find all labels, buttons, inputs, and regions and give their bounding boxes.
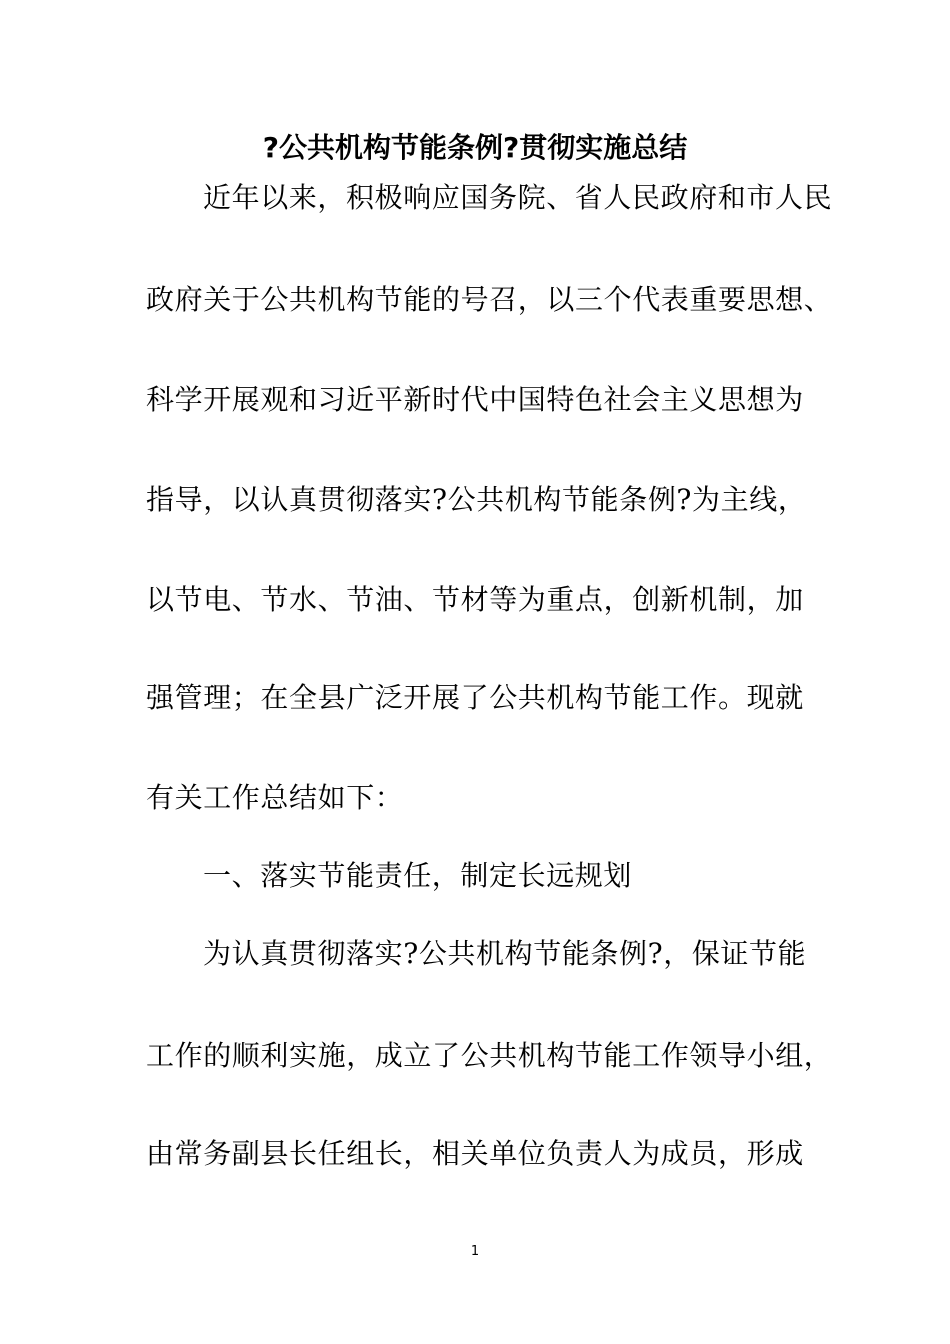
section-heading: 一、落实节能责任，制定长远规划 [203,859,633,892]
paragraph-line: 科学开展观和习近平新时代中国特色社会主义思想为 [146,383,804,416]
paragraph-line: 以节电、节水、节油、节材等为重点，创新机制，加 [146,583,804,616]
paragraph-line: 强管理；在全县广泛开展了公共机构节能工作。现就 [146,681,804,714]
paragraph-line: 为认真贯彻落实?公共机构节能条例?，保证节能 [203,937,807,970]
paragraph-line: 指导，以认真贯彻落实?公共机构节能条例?为主线， [146,483,807,516]
paragraph-line: 由常务副县长任组长，相关单位负责人为成员，形成 [146,1137,804,1170]
paragraph-line: 近年以来，积极响应国务院、省人民政府和市人民 [203,181,833,214]
document-title: ?公共机构节能条例?贯彻实施总结 [262,131,688,164]
paragraph-line: 工作的顺利实施，成立了公共机构节能工作领导小组， [146,1039,833,1072]
paragraph-line: 政府关于公共机构节能的号召，以三个代表重要思想、 [146,283,833,316]
page-number: 1 [470,1244,480,1259]
paragraph-line: 有关工作总结如下： [146,781,404,814]
